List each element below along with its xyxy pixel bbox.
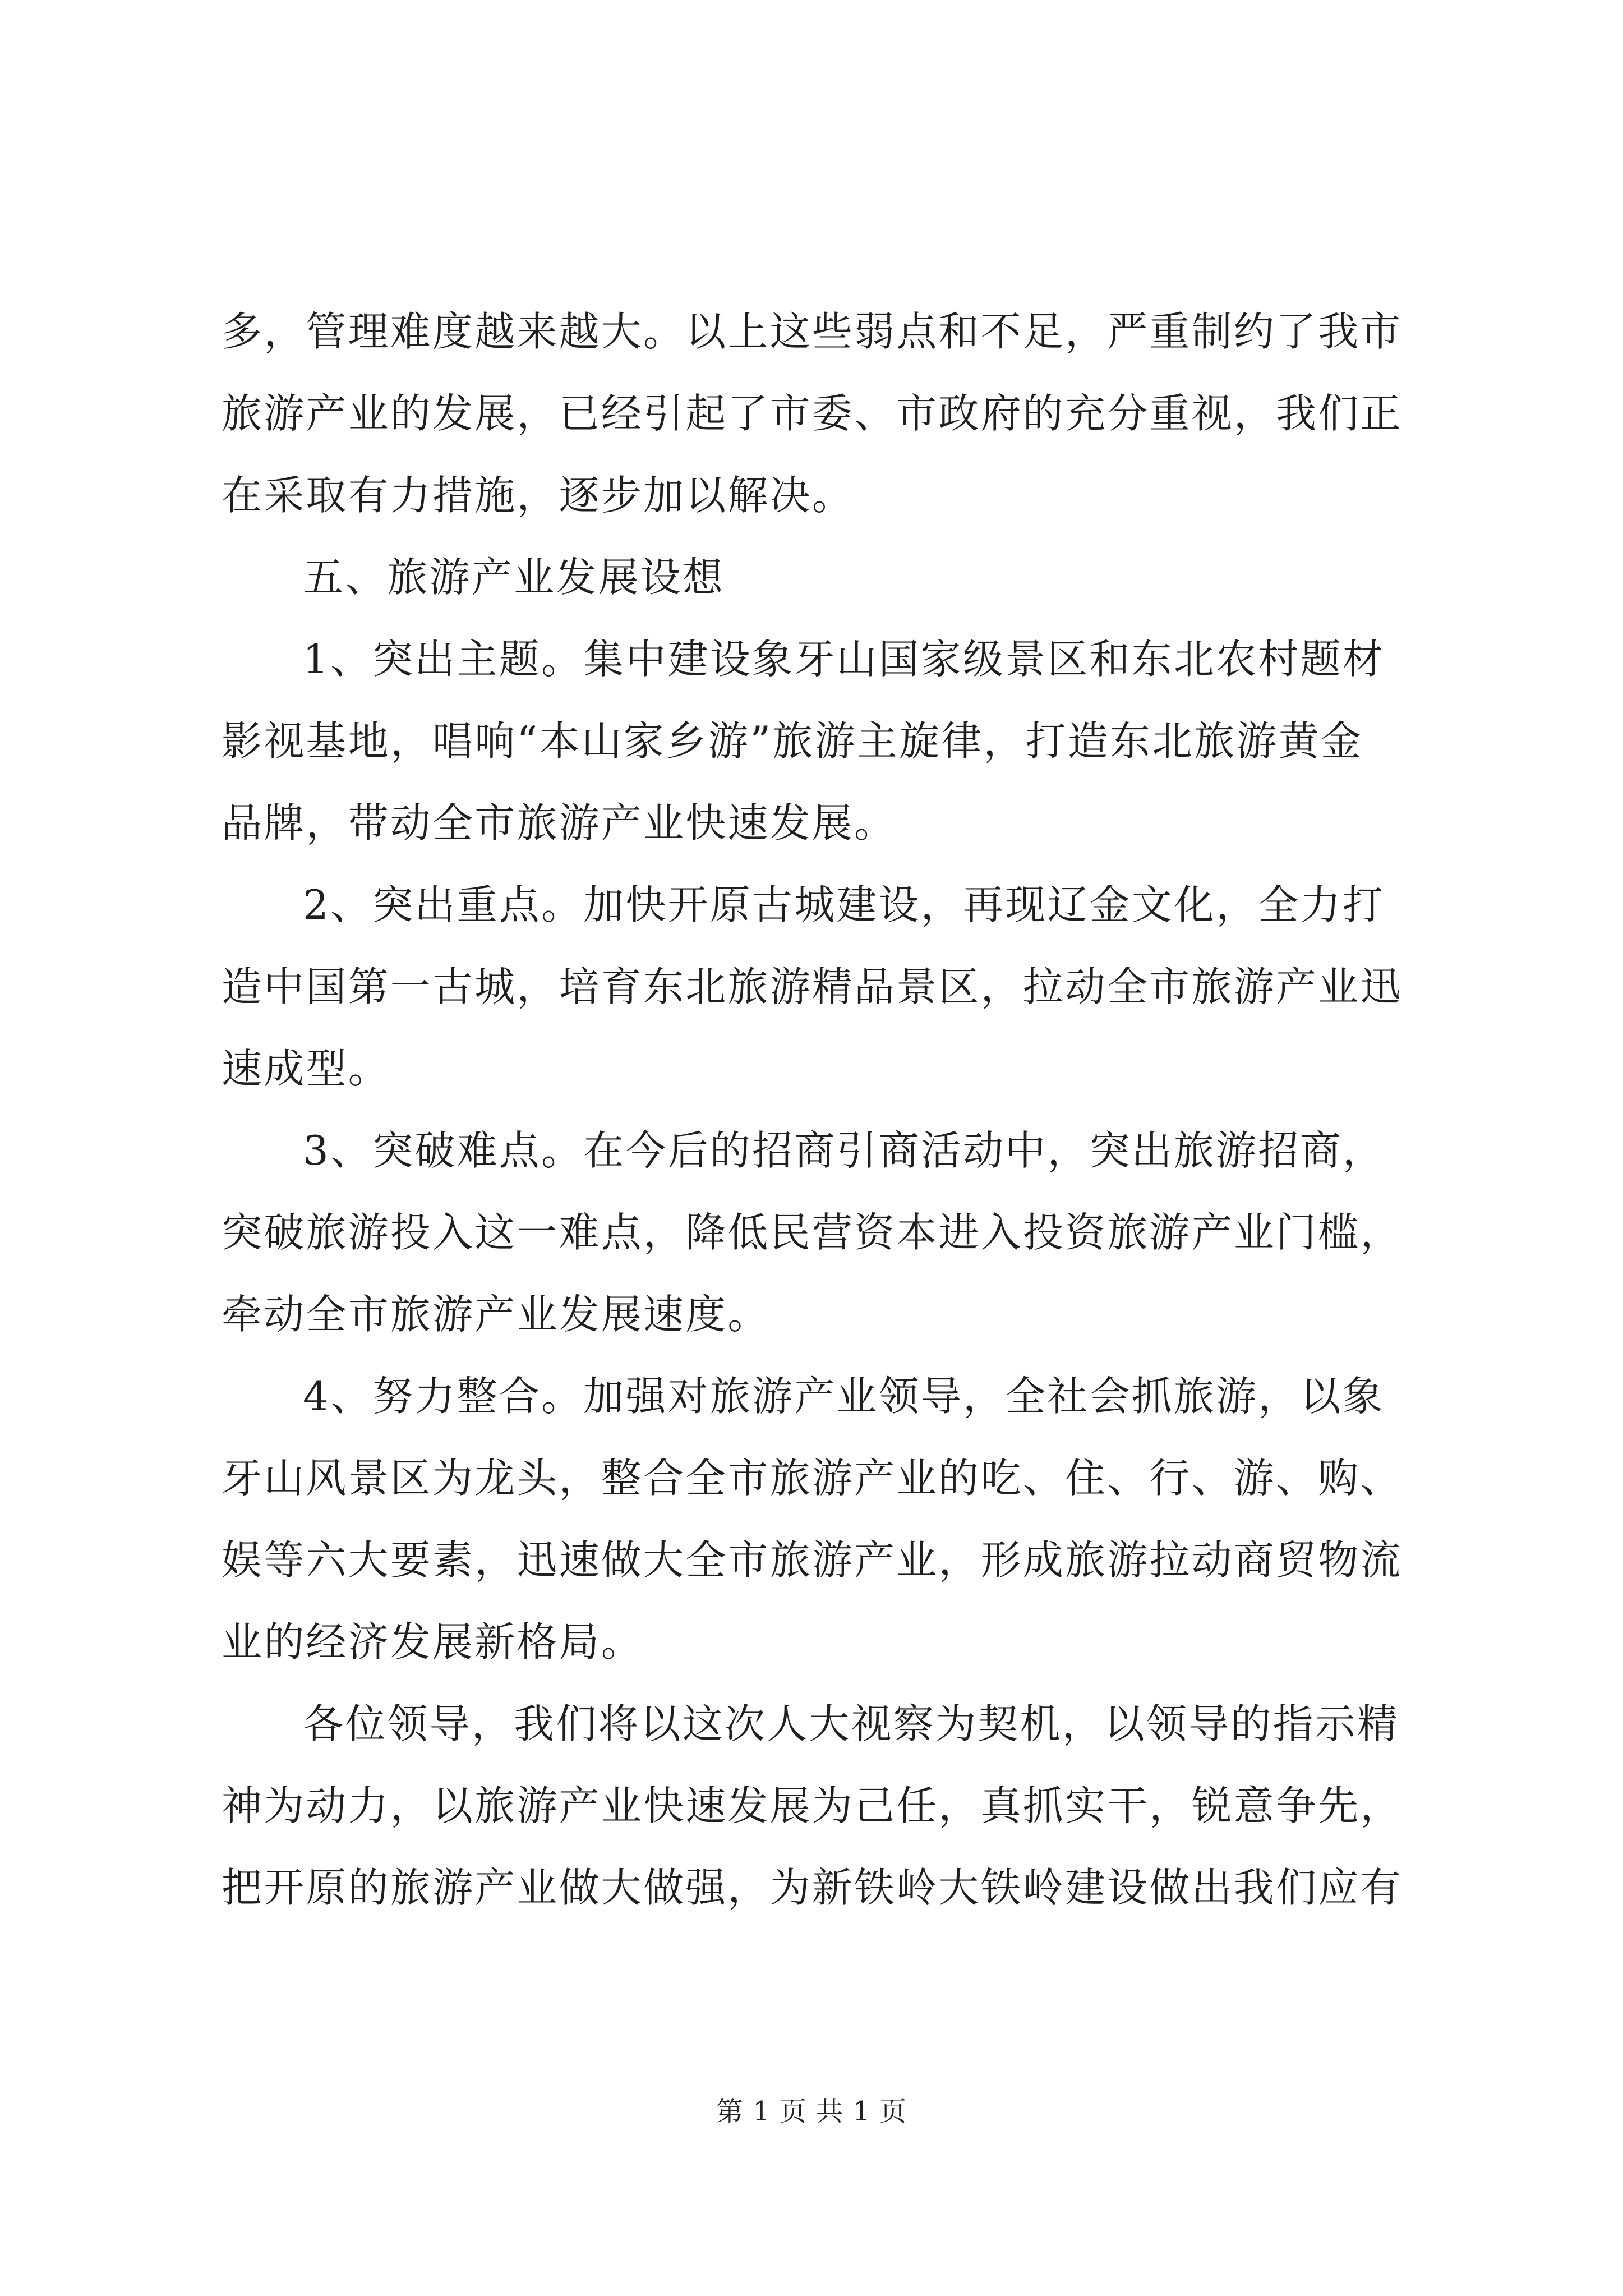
text-line: 突破旅游投入这一难点，降低民营资本进入投资旅游产业门槛， [222, 1209, 1403, 1256]
text-line: 速成型。 [222, 1045, 390, 1092]
text-line: 神为动力，以旅游产业快速发展为己任，真抓实干，锐意争先， [222, 1782, 1403, 1829]
page-footer: 第 1 页 共 1 页 [716, 2096, 907, 2127]
text-line: 4、努力整合。加强对旅游产业领导，全社会抓旅游，以象 [303, 1373, 1385, 1420]
text-line: 造中国第一古城，培育东北旅游精品景区，拉动全市旅游产业迅 [222, 963, 1403, 1010]
text-line: 牵动全市旅游产业发展速度。 [222, 1291, 770, 1338]
text-line: 娱等六大要素，迅速做大全市旅游产业，形成旅游拉动商贸物流 [222, 1536, 1403, 1584]
text-line: 业的经济发展新格局。 [222, 1618, 644, 1665]
text-line: 影视基地，唱响“本山家乡游”旅游主旋律，打造东北旅游黄金 [222, 717, 1363, 765]
text-line: 在采取有力措施，逐步加以解决。 [222, 472, 855, 519]
text-line: 3、突破难点。在今后的招商引商活动中，突出旅游招商， [303, 1127, 1385, 1174]
text-line: 旅游产业的发展，已经引起了市委、市政府的充分重视，我们正 [222, 390, 1403, 437]
text-line: 品牌，带动全市旅游产业快速发展。 [222, 799, 897, 846]
text-line: 各位领导，我们将以这次人大视察为契机，以领导的指示精 [303, 1700, 1400, 1747]
text-line: 牙山风景区为龙头，整合全市旅游产业的吃、住、行、游、购、 [222, 1455, 1403, 1502]
text-line: 多，管理难度越来越大。以上这些弱点和不足，严重制约了我市 [222, 308, 1403, 355]
text-line: 把开原的旅游产业做大做强，为新铁岭大铁岭建设做出我们应有 [222, 1864, 1403, 1911]
section-heading: 五、旅游产业发展设想 [303, 554, 725, 601]
text-line: 2、突出重点。加快开原古城建设，再现辽金文化，全力打 [303, 881, 1385, 928]
text-line: 1、突出主题。集中建设象牙山国家级景区和东北农村题材 [303, 636, 1385, 683]
